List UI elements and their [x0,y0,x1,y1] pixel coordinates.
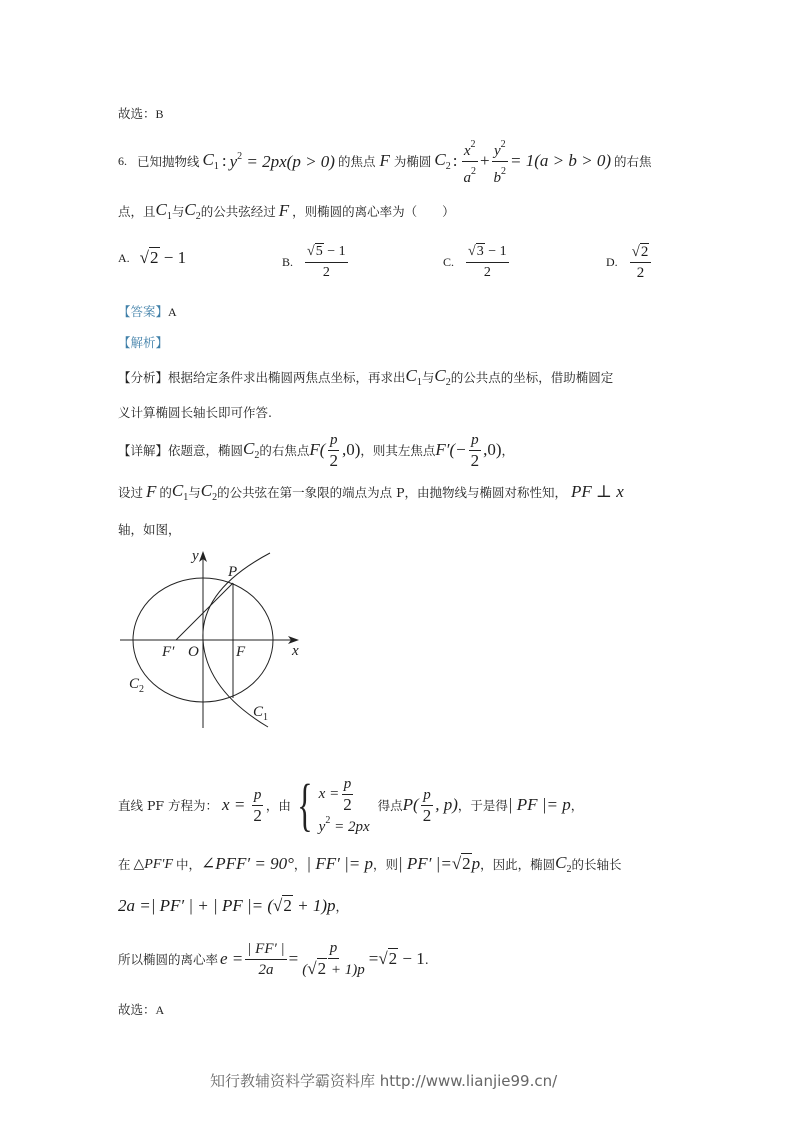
left-focus-tail: ,0) [483,440,502,459]
option-c-expression: $\frac{√3 - 1}{2}$ [468,244,507,280]
label-c1: $C_1$ [253,704,269,723]
fraction-x2-a2: $\frac{x^2}{a^2}$ [461,135,478,188]
curve-c2: $C_2$ [434,150,451,172]
xiangjie-tag: 【详解】 [118,443,169,458]
colon: : [221,151,227,170]
focus-f: F [278,201,290,220]
fraction-p-2: $\frac{p}{2}$ [422,786,432,825]
line-pf-equation [118,772,583,838]
e-equals: e = [220,949,244,968]
label-x: x [292,643,299,659]
right-focus: F( [309,440,326,459]
major-axis-line [118,896,348,916]
option-b-expression: $\frac{√5 - 1}{2}$ [307,244,346,280]
question-line-1: 6. 已知抛物线 $C_1$ : $y^2 = 2px(p > 0)$ 的焦点 F 为椭圆 $C_2$ : $\frac{x^2}{a^2}$ + $\frac{y^2}{b^2}$ = 1(a > b > 0) 的右焦 [118,143,652,179]
curve-c2: $C_2$ [434,366,451,388]
fenxi-text: 与 [421,370,435,385]
triangle-line [118,853,622,875]
answer-label: 故选： [118,1002,156,1017]
curve-c1: $C_1$ [405,366,422,388]
para-text: ，因此，椭圆 [480,857,556,872]
x-equals: x = [222,795,246,814]
fraction-ff-2a: $\frac{| FF' |}{2a}$ [247,940,285,978]
para-text: ， [293,857,307,872]
para-text: 轴，如图， [118,522,181,537]
point-p-tail: , p) [435,795,458,814]
label-f-prime: F′ [162,644,175,660]
answer-value: B [155,107,164,121]
fraction-p-2: $\frac{p}{2}$ [253,786,262,825]
label-y: y [192,548,199,564]
ff-length: | FF′ |= p [306,854,373,873]
question-text: 与 [171,204,185,219]
curve-c2: $C_2$ [555,853,572,875]
para-text: 的 [159,485,172,500]
xiangjie-text: ，则其左焦点 [360,443,436,458]
fenxi-text: 义计算椭圆长轴长即可作答. [118,405,272,420]
focus-f: F [379,151,390,170]
fraction-p-2: $\frac{p}{2}$ [329,431,338,470]
answer-tag: 【答案】 [118,304,169,319]
fraction-p-over-sum: $\frac{p}{(√2 + 1)p}$ [302,940,365,978]
question-text: 的焦点 [337,154,376,169]
option-label: A. [118,250,130,265]
para-text: 得点 [377,798,403,813]
label-o: O [188,644,199,660]
label-p: P [228,564,238,580]
question-text: ，则椭圆的离心率为（ ） [292,204,455,219]
answer-value: A [168,305,177,319]
fenxi-text: 的公共点的坐标，借助椭圆定 [450,370,614,385]
equals: = [288,949,299,968]
right-focus-tail: ,0) [341,440,361,459]
triangle-name: △PF′F [133,856,173,872]
major-axis-expression: 2a =| PF′ | + | PF |= (√2 + 1)p [118,896,336,915]
option-a-expression: √2 − 1 [139,248,187,267]
focus-f: F [146,482,157,501]
answer-value: A [155,1003,165,1017]
label-f: F [236,644,246,660]
curve-c2: $C_2$ [200,481,218,503]
para-text: . [424,951,429,967]
para-text: 在 [118,857,131,872]
fraction-p-2: $\frac{p}{2}$ [470,431,480,470]
question-text: 已知抛物线 [137,154,200,169]
option-label: C. [443,255,455,269]
para-text: ，于是得 [457,798,508,813]
question-text: 的公共弦经过 [200,204,276,219]
footer-text: 知行教辅资料学霸资料库 http://www.lianjie99.cn/ [210,1072,558,1090]
option-d-expression: $\frac{√2}{2}$ [630,242,652,283]
fraction-y2-b2: $\frac{y^2}{b^2}$ [492,135,509,188]
curve-c1: $C_1$ [202,150,219,172]
ellipse-condition: = 1(a > b > 0) [510,151,612,170]
para-text: ，则 [372,857,398,872]
para-text: 的长轴长 [571,857,622,872]
para-text: ，由 [265,798,291,813]
para-text: 直线 PF 方程为： [118,798,219,813]
para-text: ， [570,798,584,813]
xiangjie-text: 依题意，椭圆 [168,443,244,458]
colon: : [452,151,458,170]
parabola-equation: $y^2 = 2px(p > 0)$ [229,150,335,171]
answer-label: 故选： [118,106,156,121]
question-text: 的右焦 [614,154,652,169]
para-text: ， [335,899,349,914]
final-answer [118,1000,164,1018]
option-label: B. [282,255,294,269]
curve-c1: $C_1$ [171,481,189,503]
left-focus: F′(− [435,440,467,459]
left-brace: { [297,772,313,837]
fenxi-tag: 【分析】 [118,370,169,385]
segment-pf-prime [176,583,233,640]
curve-c2: $C_2$ [243,439,260,461]
para-text: 所以椭圆的离心率 [118,952,219,967]
para-text: 设过 [118,485,144,500]
point-p: P( [402,795,419,814]
angle-expression: ∠PFF′ = 90° [201,854,294,873]
fenxi-text: 根据给定条件求出椭圆两焦点坐标，再求出 [168,370,406,385]
question-number: 6. [118,153,127,168]
para-text: 中， [176,857,202,872]
xiangjie-text: 的右焦点 [259,443,310,458]
result-expression: √2 − 1 [378,949,425,968]
label-c2: $C_2$ [129,676,145,695]
curve-c2: $C_2$ [184,200,201,222]
xiangjie-text: ， [501,443,515,458]
para-text: 与 [188,485,201,500]
pf-length: | PF |= p [507,795,571,814]
pf-prime-length: | PF′ |=√2p [398,854,481,873]
eccentricity-line [118,934,429,984]
analysis-tag: 【解析】 [118,335,169,350]
footer-watermark [210,1070,557,1091]
option-label: D. [606,255,618,269]
equals: = [368,949,379,968]
perpendicular-expression: PF ⊥ x [571,482,624,501]
equation-system: x = $\frac{p}{2}$ $y^2 = 2px$ [318,776,370,835]
para-text: 的公共弦在第一象限的端点为点 P，由抛物线与椭圆对称性知， [217,485,568,500]
curve-c1: $C_1$ [155,200,172,222]
question-text: 点，且 [118,204,156,219]
question-text: 为椭圆 [393,154,432,169]
